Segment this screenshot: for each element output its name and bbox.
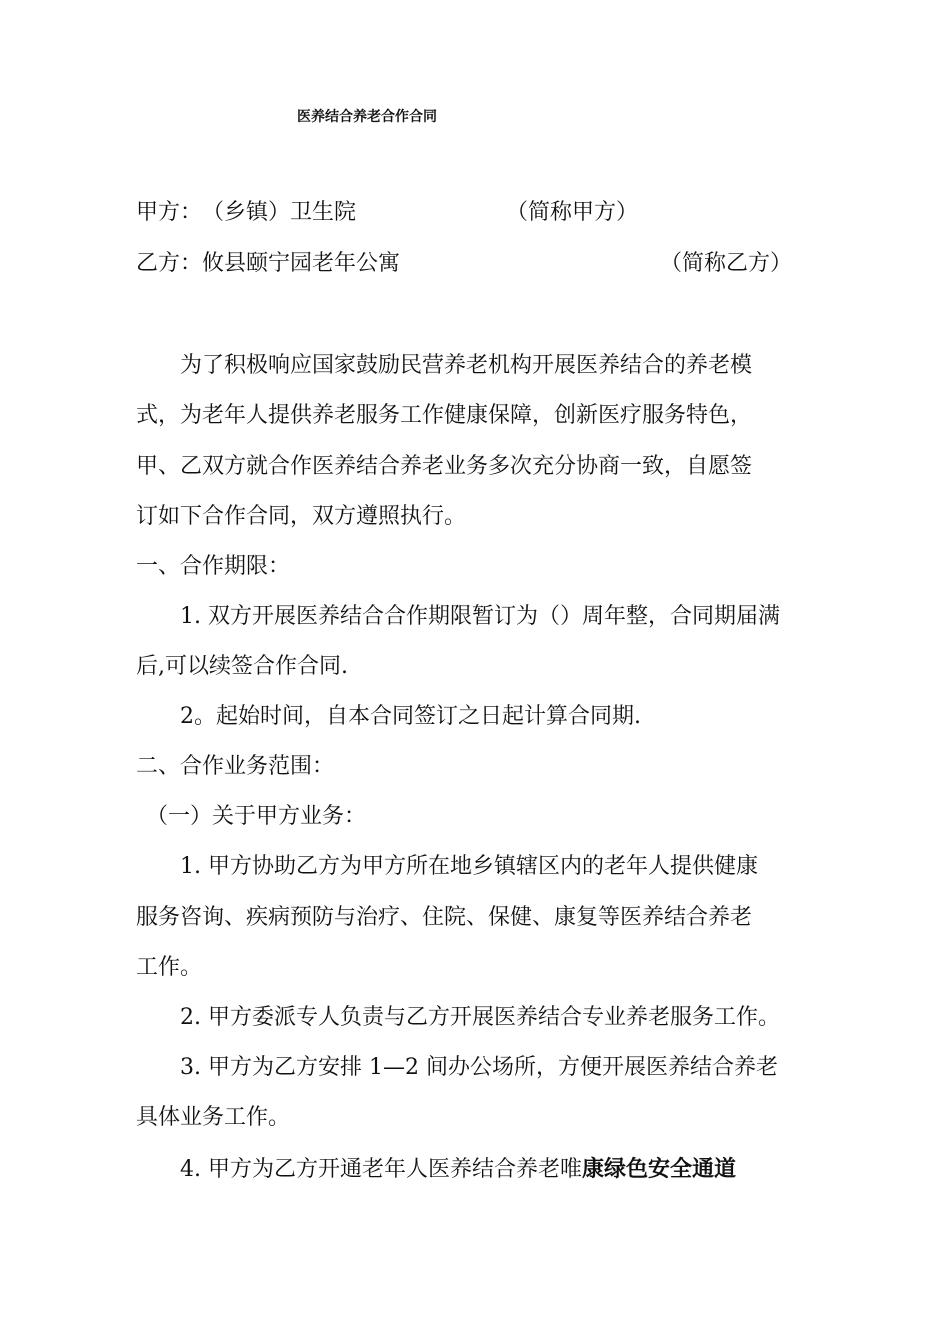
document-title: 医养结合养老合作合同 (297, 109, 437, 125)
section2-item1-line: 服务咨询、疾病预防与治疗、住院、保健、康复等医养结合养老 (136, 905, 753, 930)
party-a-label: 甲方： (136, 200, 203, 225)
party-b-label: 乙方： (136, 251, 203, 276)
party-b-name: 攸县颐宁园老年公寓 (202, 251, 401, 276)
section2-item4 (180, 1154, 736, 1185)
intro-line: 订如下合作合同，双方遵照执行。 (136, 504, 467, 529)
party-a-name: （乡镇）卫生院 (202, 200, 357, 225)
section1-item1-line: 后,可以续签合作合同. (136, 654, 348, 679)
party-a-alias: （简称甲方） (506, 200, 639, 225)
section2-heading: 二、合作业务范围： (136, 754, 335, 779)
section2-item1-line: 工作。 (136, 955, 203, 980)
party-b-line (136, 249, 400, 279)
section1-item2: 2。起始时间，自本合同签订之日起计算合同期. (180, 704, 641, 729)
section2-item4-text: 4. 甲方为乙方开通老年人医养结合养老唯 (180, 1157, 582, 1182)
intro-line: 甲、乙双方就合作医养结合养老业务多次充分协商一致，自愿签 (136, 454, 753, 479)
party-a-line (136, 198, 356, 228)
intro-line: 式，为老年人提供养老服务工作健康保障，创新医疗服务特色， (136, 403, 753, 428)
section2-item3-line: 3. 甲方为乙方安排 1—2 间办公场所，方便开展医养结合养老 (180, 1055, 778, 1080)
section2-item1-line: 1. 甲方协助乙方为甲方所在地乡镇辖区内的老年人提供健康 (180, 854, 758, 879)
party-b-alias: （简称乙方） (660, 251, 793, 276)
intro-line: 为了积极响应国家鼓励民营养老机构开展医养结合的养老模 (180, 353, 753, 378)
section2-item3-line: 具体业务工作。 (136, 1105, 291, 1130)
section2-subheading: （一）关于甲方业务： (146, 804, 367, 829)
section1-item1-line: 1. 双方开展医养结合合作期限暂订为（）周年整，合同期届满 (180, 604, 780, 629)
section2-item4-bold-text: 康绿色安全通道 (582, 1156, 737, 1182)
section1-heading: 一、合作期限： (136, 554, 291, 579)
section2-item2: 2. 甲方委派专人负责与乙方开展医养结合专业养老服务工作。 (180, 1005, 780, 1030)
